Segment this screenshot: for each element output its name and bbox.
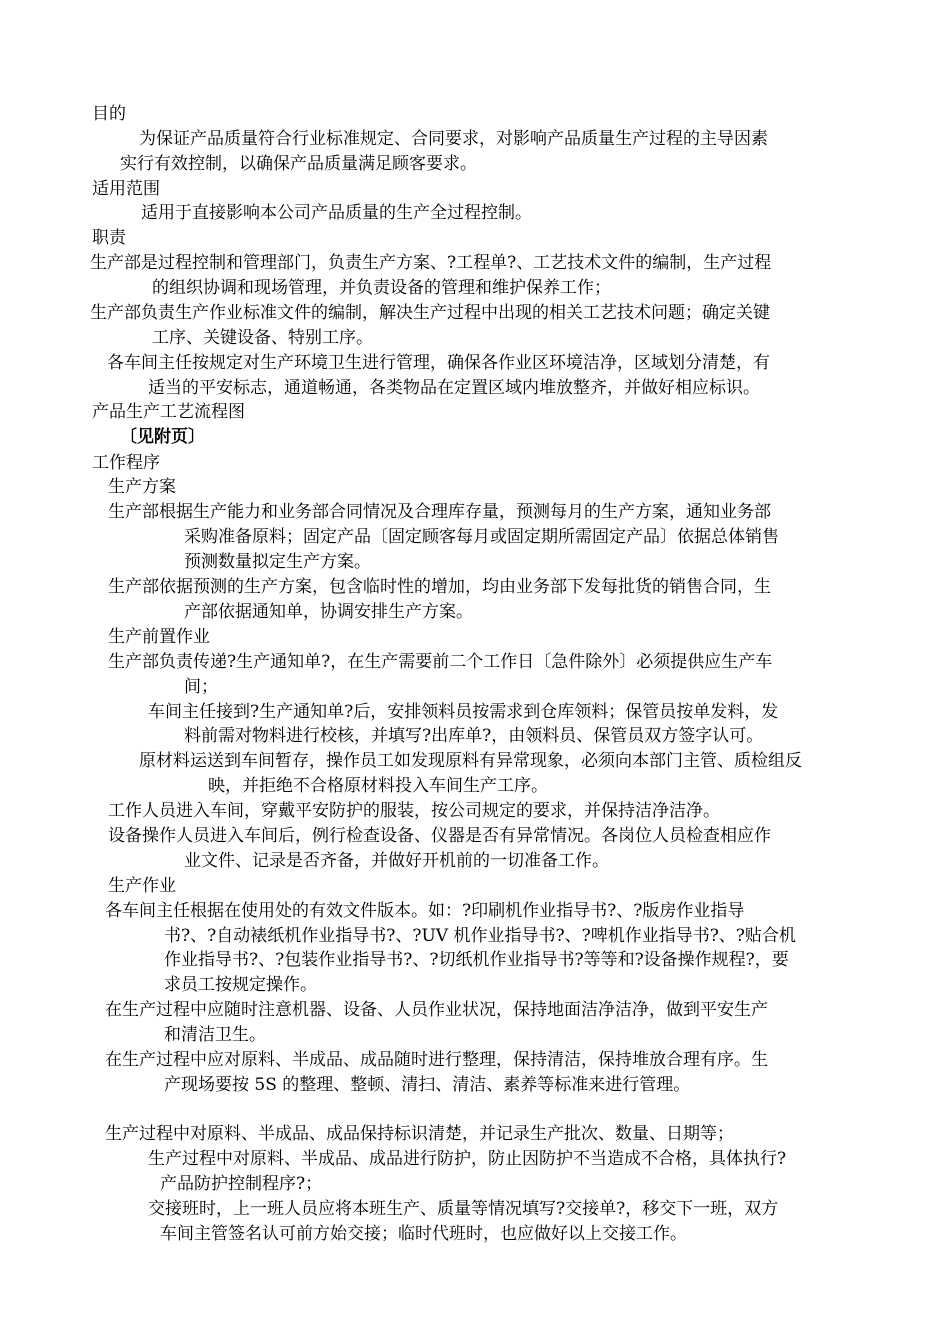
pre-3-line-1: 原材料运送到车间暂存，操作员工如发现原料有异常现象，必须向本部门主管、质检组反: [139, 751, 802, 771]
op-3-line-2: 产现场要按 5S 的整理、整顿、清扫、清洁、素养等标准来进行管理。: [164, 1075, 691, 1095]
op-1-line-3: 作业指导书?、?包装作业指导书?、?切纸机作业指导书?等等和?设备操作规程?，要: [164, 950, 789, 970]
op-5-line-2: 产品防护控制程序?；: [160, 1174, 323, 1194]
pre-1-line-2: 间；: [184, 677, 218, 697]
scope-line-1: 适用于直接影响本公司产品质量的生产全过程控制。: [141, 203, 532, 223]
op-4-line-1: 生产过程中对原料、半成品、成品保持标识清楚，并记录生产批次、数量、日期等；: [105, 1124, 734, 1144]
heading-operation: 生产作业: [108, 876, 176, 896]
pre-5-line-1: 设备操作人员进入车间后，例行检查设备、仪器是否有异常情况。各岗位人员检查相应作: [108, 826, 771, 846]
op-1-line-1: 各车间主任根据在使用处的有效文件版本。如：?印刷机作业指导书?、?版房作业指导: [105, 901, 745, 921]
duty-2-line-1: 生产部负责生产作业标准文件的编制，解决生产过程中出现的相关工艺技术问题；确定关键: [90, 303, 770, 323]
plan-1-line-1: 生产部根据生产能力和业务部合同情况及合理库存量，预测每月的生产方案，通知业务部: [108, 502, 771, 522]
plan-1-line-3: 预测数量拟定生产方案。: [184, 552, 371, 572]
pre-5-line-2: 业文件、记录是否齐备，并做好开机前的一切准备工作。: [184, 851, 609, 871]
duty-2-line-2: 工序、关键设备、特别工序。: [152, 328, 373, 348]
plan-2-line-1: 生产部依据预测的生产方案，包含临时性的增加，均由业务部下发每批货的销售合同，生: [108, 577, 771, 597]
heading-plan: 生产方案: [108, 477, 176, 497]
op-3-line-1: 在生产过程中应对原料、半成品、成品随时进行整理，保持清洁，保持堆放合理有序。生: [105, 1050, 768, 1070]
purpose-line-1: 为保证产品质量符合行业标准规定、合同要求，对影响产品质量生产过程的主导因素: [139, 129, 768, 149]
heading-purpose: 目的: [92, 104, 126, 124]
heading-scope: 适用范围: [92, 179, 160, 199]
op-6-line-2: 车间主管签名认可前方始交接；临时代班时，也应做好以上交接工作。: [160, 1224, 687, 1244]
heading-duty: 职责: [92, 228, 126, 248]
pre-4-line-1: 工作人员进入车间，穿戴平安防护的服装，按公司规定的要求，并保持洁净洁净。: [108, 801, 720, 821]
op-5-line-1: 生产过程中对原料、半成品、成品进行防护，防止因防护不当造成不合格，具体执行?: [148, 1149, 787, 1169]
duty-3-line-1: 各车间主任按规定对生产环境卫生进行管理，确保各作业区环境洁净，区域划分清楚，有: [107, 353, 770, 373]
flow-note: 〔见附页〕: [120, 427, 205, 447]
pre-3-line-2: 映，并拒绝不合格原材料投入车间生产工序。: [208, 776, 548, 796]
heading-pre-work: 生产前置作业: [108, 627, 210, 647]
pre-2-line-1: 车间主任接到?生产通知单?后，安排领料员按需求到仓库领料；保管员按单发料，发: [148, 702, 779, 722]
plan-1-line-2: 采购准备原料；固定产品〔固定顾客每月或固定期所需固定产品〕依据总体销售: [184, 527, 779, 547]
op-1-line-2: 书?、?自动裱纸机作业指导书?、?UV 机作业指导书?、?啤机作业指导书?、?贴合机: [164, 926, 796, 946]
duty-3-line-2: 适当的平安标志，通道畅通，各类物品在定置区域内堆放整齐，并做好相应标识。: [148, 378, 760, 398]
duty-1-line-1: 生产部是过程控制和管理部门，负责生产方案、?工程单?、工艺技术文件的编制，生产过程: [90, 253, 772, 273]
heading-procedure: 工作程序: [92, 453, 160, 473]
purpose-line-2: 实行有效控制，以确保产品质量满足顾客要求。: [120, 154, 477, 174]
plan-2-line-2: 产部依据通知单，协调安排生产方案。: [184, 602, 473, 622]
op-2-line-1: 在生产过程中应随时注意机器、设备、人员作业状况，保持地面洁净洁净，做到平安生产: [105, 1000, 768, 1020]
op-6-line-1: 交接班时，上一班人员应将本班生产、质量等情况填写?交接单?，移交下一班，双方: [148, 1199, 779, 1219]
op-2-line-2: 和清洁卫生。: [164, 1025, 266, 1045]
duty-1-line-2: 的组织协调和现场管理，并负责设备的管理和维护保养工作；: [152, 278, 611, 298]
pre-2-line-2: 料前需对物料进行校核，并填写?出库单?，由领料员、保管员双方签字认可。: [184, 726, 764, 746]
op-1-line-4: 求员工按规定操作。: [164, 975, 317, 995]
pre-1-line-1: 生产部负责传递?生产通知单?，在生产需要前二个工作日〔急件除外〕必须提供应生产车: [108, 652, 773, 672]
heading-flow: 产品生产工艺流程图: [92, 402, 245, 422]
